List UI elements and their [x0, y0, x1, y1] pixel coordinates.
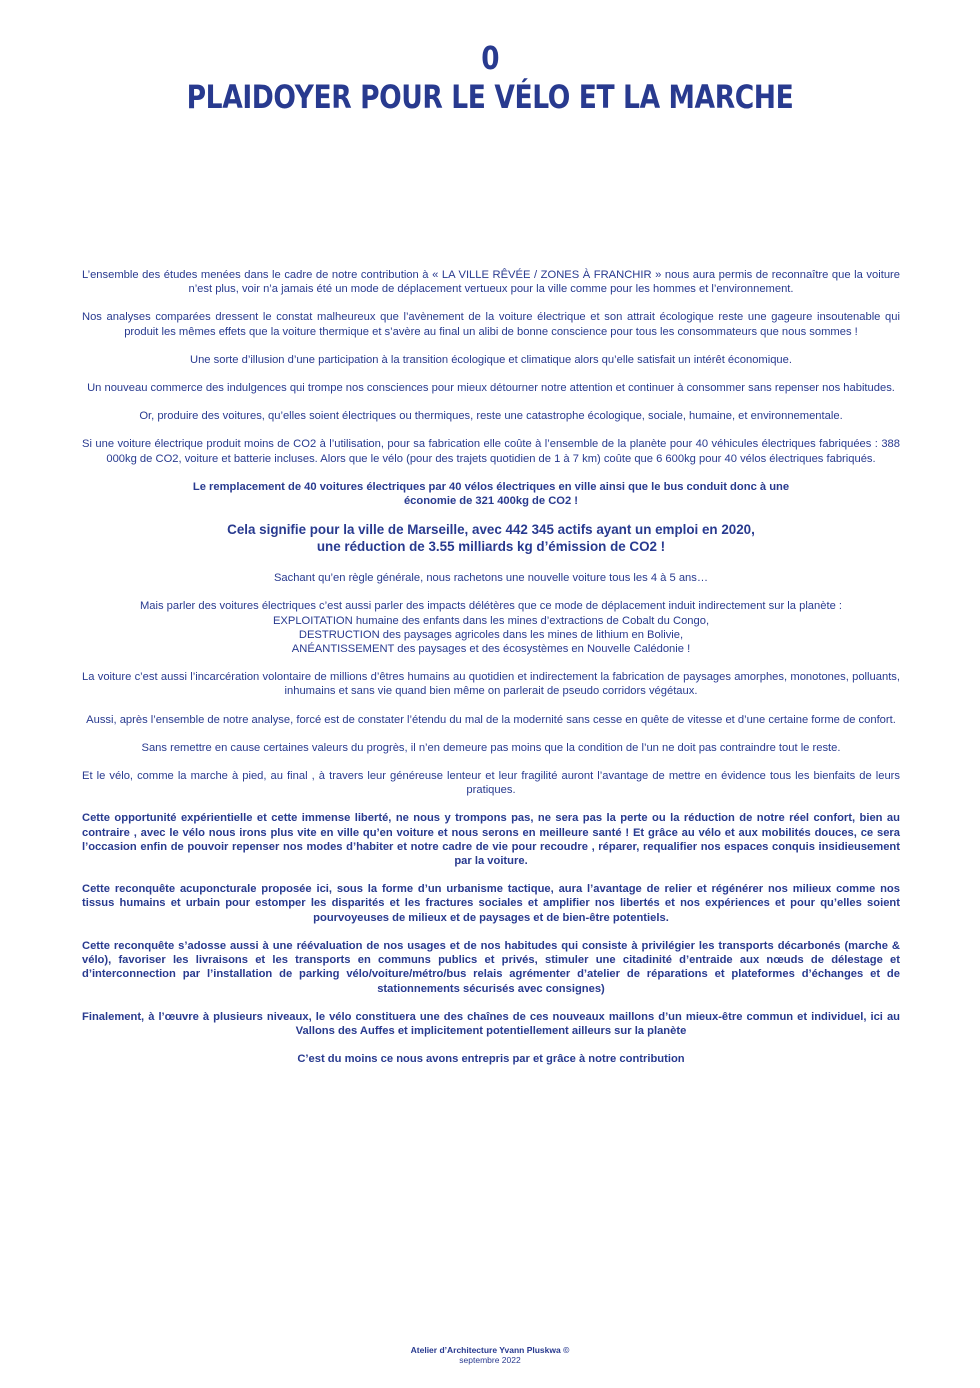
paragraph-reconquest: Cette reconquête acuponcturale proposée ici, sous la forme d’un urbanisme tactique, aura l’avantage de relier et régénérer nos milieux comme nos tissus humains et urbain pour estomper les disparités et les fractures sociales et amplifier nos libertés et nos expériences et pour qu’elles soient pourvoyeuses de milieux et de paysages et de bien-être potentiels.	[82, 883, 900, 924]
footer-date: septembre 2022	[459, 1355, 521, 1365]
impacts-block	[82, 599, 900, 656]
paragraph-conclusion: C’est du moins ce nous avons entrepris par et grâce à notre contribution	[297, 1053, 685, 1066]
page-title: PLAIDOYER POUR LE VÉLO ET LA MARCHE	[186, 78, 794, 116]
section-number: 0	[481, 39, 499, 77]
paragraph-incarceration: La voiture c’est aussi l’incarcération volontaire de millions d’êtres humains au quotidien et indirectement la fabrication de paysages amorphes, monotones, polluants, inhumains et sans vie quand bien même on parlerait de pseudo corridors végétaux.	[82, 671, 900, 698]
impacts-intro: Mais parler des voitures électriques c’est aussi parler des impacts délétères que ce mode de déplacement induit indirectement sur la planète :	[139, 600, 843, 613]
paragraph-renewal: Sachant qu’en règle générale, nous rachetons une nouvelle voiture tous les 4 à 5 ans…	[273, 572, 709, 585]
paragraph-modernity: Aussi, après l’ensemble de notre analyse, forcé est de constater l’étendu du mal de la modernité sans cesse en quête de vitesse et d’une certaine forme de confort.	[86, 713, 896, 726]
paragraph-indulgences: Un nouveau commerce des indulgences qui trompe nos consciences pour mieux détourner notre attention et continuer à consommer sans repenser nos habitudes.	[87, 382, 895, 395]
paragraph-intro: L’ensemble des études menées dans le cadre de notre contribution à « LA VILLE RÊVÉE / ZONES À FRANCHIR » nous aura permis de reconnaître que la voiture n’est plus, voir n’a jamais été un mode de déplacement vertueux pour la ville comme pour les hommes et l’environnement.	[82, 269, 900, 296]
footer	[0, 1345, 980, 1365]
paragraph-progress: Sans remettre en cause certaines valeurs du progrès, il n’en demeure pas moins que la condition de l’un ne doit pas contraindre tout le reste.	[141, 741, 841, 754]
paragraph-opportunity: Cette opportunité expérientielle et cette immense liberté, ne nous y trompons pas, ne sera pas la perte ou la réduction de notre réel confort, bien au contraire , avec le vélo nous irons plus vite en ville qu’en voiture et nous serons en meilleure santé ! Et grâce au vélo et aux mobilités douces, ce sera l’occasion enfin de pouvoir repenser nos modes d’habiter et notre cadre de vie pour recoudre , réparer, requalifier nos espaces conquis insidieusement par la voiture.	[82, 812, 900, 868]
marseille-line-2: une réduction de 3.55 milliards kg d’émission de CO2 !	[316, 538, 666, 554]
body-text	[82, 268, 900, 1080]
paragraph-illusion: Une sorte d’illusion d’une participation à la transition écologique et climatique alors qu’elle satisfait un intérêt économique.	[190, 353, 792, 366]
paragraph-replacement-highlight: Le remplacement de 40 voitures électriques par 40 vélos électriques en ville ainsi que le bus conduit donc à une économie de 321 400kg de CO2 !	[192, 480, 790, 508]
paragraph-bike-walk: Et le vélo, comme la marche à pied, au final , à travers leur généreuse lenteur et leur fragilité auront l’avantage de mettre en évidence tous les bienfaits de leurs pratiques.	[82, 770, 900, 797]
paragraph-reevaluation: Cette reconquête s’adosse aussi à une réévaluation de nos usages et de nos habitudes qui consiste à privilégier les transports décarbonés (marche & vélo), favoriser les livraisons et les transports en communs publics et privés, stimuler une citadinité d’entraide aux nœuds de délestage et d’interconnection par l’installation de parking vélo/voiture/métro/bus relais agrémenter d’atelier de réparations et plateformes d’échanges et de stationnements sécurisés avec consignes)	[82, 939, 900, 995]
paragraph-finally: Finalement, à l’œuvre à plusieurs niveaux, le vélo constituera une des chaînes de ces nouveaux maillons d’un mieux-être commun et individuel, ici au Vallons des Auffes et implicitement potentiellement ailleurs sur la planète	[82, 1010, 900, 1037]
paragraph-co2-comparison: Si une voiture électrique produit moins de CO2 à l’utilisation, pour sa fabrication elle coûte à l’ensemble de la planète pour 40 véhicules électriques fabriquées : 388 000kg de CO2, voiture et batterie incluses. Alors que le vélo (pour des trajets quotidien de 1 à 7 km) coûte que 6 600kg pour 40 vélos électriques fabriqués.	[82, 438, 900, 465]
paragraph-catastrophe: Or, produire des voitures, qu’elles soient électriques ou thermiques, reste une catastrophe écologique, sociale, humaine, et environnementale.	[139, 410, 843, 423]
impact-exploitation: EXPLOITATION humaine des enfants dans les mines d’extractions de Cobalt du Congo,	[272, 614, 710, 627]
impact-aneantissement: ANÉANTISSEMENT des paysages et des écosystèmes en Nouvelle Calédonie !	[291, 643, 691, 656]
marseille-highlight	[82, 522, 900, 555]
footer-author: Atelier d’Architecture Yvann Pluskwa ©	[410, 1345, 570, 1355]
impact-destruction: DESTRUCTION des paysages agricoles dans les mines de lithium en Bolivie,	[298, 628, 684, 641]
marseille-line-1: Cela signifie pour la ville de Marseille, avec 442 345 actifs ayant un emploi en 2020,	[227, 522, 755, 538]
paragraph-analyses: Nos analyses comparées dressent le constat malheureux que l’avènement de la voiture électrique et son attrait écologique reste une gageure insoutenable qui produit les mêmes effets que la voiture thermique et s’avère au final un alibi de bonne conscience pour tous les consommateurs que nous sommes !	[82, 311, 900, 338]
header	[0, 38, 980, 116]
